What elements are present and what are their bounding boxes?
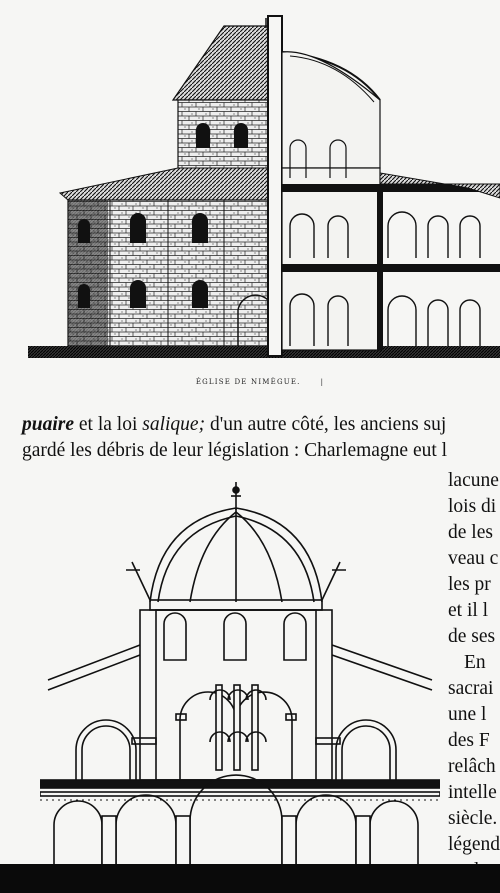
- text-line-2: gardé les débris de leur législation : Charlemagne eut l: [22, 440, 448, 461]
- side-line: lois di: [448, 496, 497, 517]
- side-line: des F: [448, 730, 490, 751]
- side-line: siècle.: [448, 808, 498, 829]
- side-line: légend: [448, 834, 500, 855]
- side-line: lacune: [448, 470, 499, 491]
- side-column-text: [448, 468, 500, 884]
- side-line: une l: [448, 704, 487, 725]
- side-line: sacrai: [448, 678, 494, 699]
- body-paragraph: [22, 412, 500, 464]
- church-cross-section-engraving: [40, 480, 440, 865]
- church-exterior-section-engraving: [28, 8, 500, 360]
- side-line: intelle: [448, 782, 497, 803]
- side-line: les pr: [448, 574, 491, 595]
- caption-title: ÉGLISE DE NIMÈGUE.: [195, 378, 301, 386]
- side-line: En: [464, 652, 486, 673]
- text-line-1: [22, 412, 500, 438]
- figure-caption: [0, 378, 500, 386]
- side-line: et il l: [448, 600, 489, 621]
- text-run-1: puaire: [22, 414, 75, 435]
- side-line: veau c: [448, 548, 499, 569]
- caption-mark: |: [320, 378, 325, 386]
- text-run-4: d'un autre côté, les anciens suj: [205, 414, 447, 435]
- text-run-3: salique;: [142, 414, 206, 435]
- side-line: de les: [448, 522, 493, 543]
- scan-bottom-edge: [0, 864, 500, 893]
- text-run-2: et la loi: [74, 414, 143, 435]
- side-line: de ses: [448, 626, 496, 647]
- side-line: relâch: [448, 756, 496, 777]
